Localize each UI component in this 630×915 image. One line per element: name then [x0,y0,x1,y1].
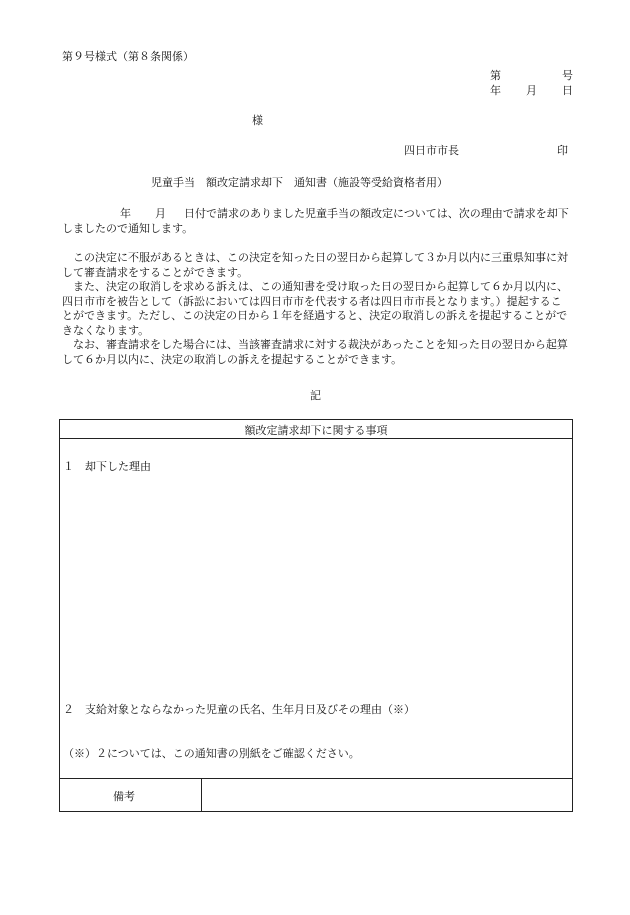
table-header-divider [60,438,572,439]
number-label-go: 号 [562,69,573,82]
paragraph-intro [62,207,572,236]
ki-heading: 記 [310,389,321,402]
paragraph-appeal: この決定に不服があるときは、この決定を知った日の翌日から起算して３か月以内に三重県知事に対して審査請求をすることができます。 [62,251,568,279]
form-number: 第９号様式（第８条関係） [62,50,194,63]
remarks-column-divider [201,779,202,812]
table-header: 額改定請求却下に関する事項 [244,424,388,437]
intro-text: 日付で請求のありました児童手当の額改定については、次の理由で請求を却下しましたので通知します。 [62,207,569,235]
item-rejection-reason: １ 却下した理由 [63,460,151,473]
date-label-day: 日 [562,84,573,97]
remarks-divider [60,778,572,779]
date-label-year: 年 [490,84,501,97]
addressee-suffix: 様 [252,114,263,127]
number-label-dai: 第 [490,69,501,82]
date-label-month: 月 [526,84,537,97]
intro-year: 年 [120,207,131,220]
item-excluded-children: ２ 支給対象とならなかった児童の氏名、生年月日及びその理由（※） [63,703,415,716]
issuer-name: 四日市市長 [404,144,459,157]
seal-mark: 印 [557,144,568,157]
intro-month: 月 [155,207,166,220]
remarks-label: 備考 [113,790,135,803]
separate-sheet-note: （※）２については、この通知書の別紙をご確認ください。 [63,747,360,760]
paragraph-review: なお、審査請求をした場合には、当該審査請求に対する裁決があったことを知った日の翌日から起算して６か月以内に、決定の取消しの訴えを提起することができます。 [62,338,568,366]
paragraph-lawsuit: また、決定の取消しを求める訴えは、この通知書を受け取った日の翌日から起算して６か月以内に、四日市市を被告として（訴訟においては四日市市を代表する者は四日市市長となります。）提起することができます。ただし、この決定の日から１年を経過すると、決定の取消しの訴えを提起することができなくなります。 [62,280,568,337]
matters-table [59,419,573,812]
document-title: 児童手当 額改定請求却下 通知書（施設等受給資格者用） [151,176,448,189]
